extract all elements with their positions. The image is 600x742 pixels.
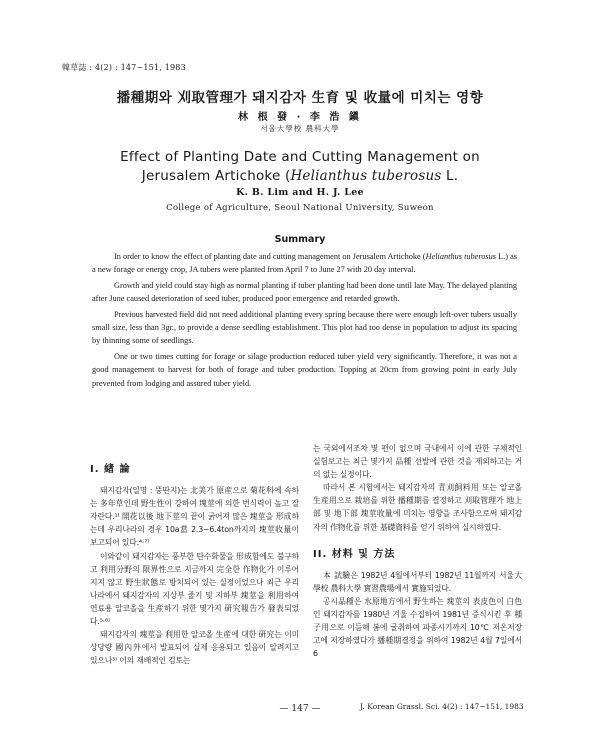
journal-footer: J. Korean Grassl. Sci. 4(2) : 147~151, 1983 [360, 702, 524, 711]
korean-title: 播種期와 刈取管理가 돼지감자 生育 및 收量에 미치는 영향 [116, 90, 484, 106]
summary-paragraph-3: Previous harvested field did not need additional planting every spring because there were enough left-over tubers usually small size, less than 3gr., to provide a dense seedling establishment. This plot had too dense in population to adjust its spacing by thinning some of seedlings. [92, 310, 517, 346]
intro-paragraph-1: 돼지감자(일명 : 뚱딴지)는 北美가 原産으로 菊花科에 속하는 多年草인데 野生性이 강하여 塊莖에 의한 번식력이 높고 잘 자란다.¹⁾ 開花以後 地下莖의 끝이 굵어져 많은 塊莖을 形成하는데 우리나라의 경우 10a當 2.3~6.4ton까지의 塊莖收量이 보고되어 있다.⁴·⁷⁾ [90, 486, 299, 548]
english-title-line-2 [0, 168, 600, 184]
intro-paragraph-3: 돼지감자의 塊莖을 利用한 알코올 生産에 대한 硏究는 이미 상당량 國內外에서 발표되어 실제 응용되고 있음이 알려지고 있으나³⁾ 이의 재배적인 검토는 [90, 630, 299, 666]
right-column [313, 442, 522, 660]
english-authors: K. B. Lim and H. J. Lee [236, 187, 364, 198]
intro-continued-paragraph: 는 국외에서조차 몇 편이 없으며 국내에서 이에 관한 구체적인 실험보고는 최근 몇가지 品種 선발에 관한 것을 제외하고는 거의 없는 실정이다. [313, 444, 522, 480]
journal-reference-header: 韓草誌 : 4(2) : 147~151, 1983 [62, 63, 186, 72]
summary-heading: Summary [274, 234, 326, 245]
summary-body [92, 250, 517, 392]
summary-paragraph-4: One or two times cutting for forage or silage production reduced tuber yield very significantly. Therefore, it was not a good management to harvest for both of forage and tuber production. Topping at 20cm from growing point in early July prevented from lodging and assured tuber yield. [92, 352, 517, 388]
summary-p1-species: Helianthus tuberosus [425, 252, 497, 261]
methods-paragraph-1: 本 試驗은 1982년 4월에서부터 1982년 11월까지 서울大學校 農科大學 實習農場에서 實施되었다. [313, 570, 522, 593]
english-title-suffix: L. [441, 168, 459, 184]
species-name: Helianthus tuberosus [290, 168, 442, 184]
korean-authors: 林 根 發 · 李 浩 鎭 [238, 112, 362, 123]
left-column [90, 463, 299, 667]
english-title-prefix: Jerusalem Artichoke ( [141, 168, 291, 184]
korean-affiliation: 서울大學校 農科大學 [260, 124, 340, 133]
intro-paragraph-2: 이와같이 돼지감자는 풍부한 탄수화물을 形成함에도 불구하고 利用分野의 限界性으로 지금까지 完全한 作物化가 이루어지지 않고 野生狀態로 방치되어 있는 실정이었으나 최근 우리나라에서 돼지감자의 지상부 줄기 및 지하부 塊莖을 利用하여 연료용 알코올을 生産하기 위한 몇가지 硏究報告가 發表되었다.⁵·⁶⁾ [90, 551, 299, 627]
section-heading-introduction: I. 緖 論 [90, 464, 131, 475]
intro-objective-paragraph: 따라서 본 시험에서는 돼지감자의 青刈飼料用 또는 알코올 生産用으로 栽培를 위한 播種期를 결정하고 刈取管理가 地上部 및 地下部 塊莖收量에 미치는 영향을 조사함으로써 돼지감자의 作物化를 위한 基礎資料를 얻기 위하여 실시하였다. [313, 483, 522, 532]
summary-p1-text-end: L.) as a new forage or energy crop, JA tubers were planted from April 7 to June 27 with 20 day interval. [92, 252, 517, 275]
page-number: — 147 — [279, 704, 321, 714]
english-affiliation: College of Agriculture, Seoul National University, Suweon [166, 203, 434, 213]
summary-p1-text: In order to know the effect of planting date and cutting management on Jerusalem Artichoke ( [114, 252, 426, 261]
section-heading-materials-methods: II. 材料 및 方法 [313, 548, 396, 560]
summary-paragraph-1 [92, 250, 517, 276]
english-title-line-1: Effect of Planting Date and Cutting Management on [120, 149, 480, 165]
methods-paragraph-2: 공시品種은 水原地方에서 野生하는 塊莖의 表皮色이 白色인 돼지감자를 1980년 겨울 수집하여 1981년 증식시킨 후 種子用으로 이듬해 봄에 굴취하여 파종시기까지 10℃ 저온저장고에 저장하였다가 播種期결정을 위하여 1982년 4월 7일에서 6 [313, 596, 522, 659]
summary-paragraph-2: Growth and yield could stay high as normal planting if tuber planting had been done until late May. The delayed planting after June caused deterioration of seed tuber, produced poor emergence and retarded growth. [92, 281, 517, 304]
